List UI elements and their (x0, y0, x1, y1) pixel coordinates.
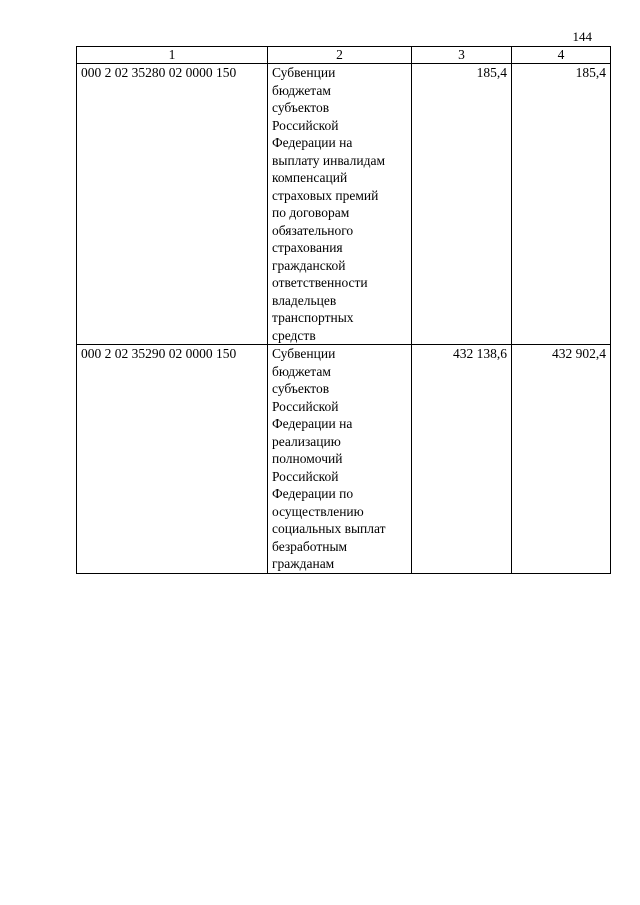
name-line: субъектов (272, 100, 330, 115)
name-line: бюджетам (272, 82, 331, 98)
header-col-1: 1 (77, 47, 268, 64)
value-col-4: 432 902,4 (512, 345, 611, 574)
name-line: страховых премий (272, 187, 379, 203)
header-col-3: 3 (412, 47, 512, 64)
name-line: обязательного (272, 222, 354, 238)
name-line: осуществлению (272, 503, 364, 519)
budget-table (76, 46, 611, 574)
name-line: полномочий (272, 451, 343, 466)
name-line: безработным (272, 538, 348, 554)
page-number: 144 (572, 29, 592, 44)
table-row (77, 345, 611, 574)
name-line: владельцев (272, 292, 337, 308)
name-line: Федерации на (272, 416, 353, 431)
name-line: гражданской (272, 257, 346, 273)
name-line: реализацию (272, 433, 341, 449)
name-line: Российской (272, 468, 339, 484)
header-col-2: 2 (268, 47, 412, 64)
budget-item-name (268, 64, 412, 345)
header-col-4: 4 (512, 47, 611, 64)
name-line: Федерации на (272, 135, 353, 150)
table-row (77, 64, 611, 345)
value-col-3: 432 138,6 (412, 345, 512, 574)
value-col-4: 185,4 (512, 64, 611, 345)
budget-code: 000 2 02 35280 02 0000 150 (77, 64, 268, 345)
name-line: социальных выплат (272, 521, 386, 536)
name-line: ответственности (272, 275, 368, 290)
name-line: транспортных (272, 310, 354, 325)
name-line: компенсаций (272, 170, 348, 185)
name-line: Российской (272, 398, 339, 414)
name-line: Субвенции (272, 346, 336, 361)
name-line: страхования (272, 240, 343, 255)
value-col-3: 185,4 (412, 64, 512, 345)
name-line: выплату инвалидам (272, 152, 386, 168)
budget-item-name (268, 345, 412, 574)
name-line: по договорам (272, 205, 350, 220)
name-line: Субвенции (272, 65, 336, 80)
name-line: Российской (272, 117, 339, 133)
name-line: средств (272, 327, 316, 343)
name-line: Федерации по (272, 486, 354, 501)
table-header-row (77, 47, 611, 64)
name-line: гражданам (272, 556, 335, 571)
budget-code: 000 2 02 35290 02 0000 150 (77, 345, 268, 574)
name-line: бюджетам (272, 363, 331, 379)
name-line: субъектов (272, 381, 330, 396)
